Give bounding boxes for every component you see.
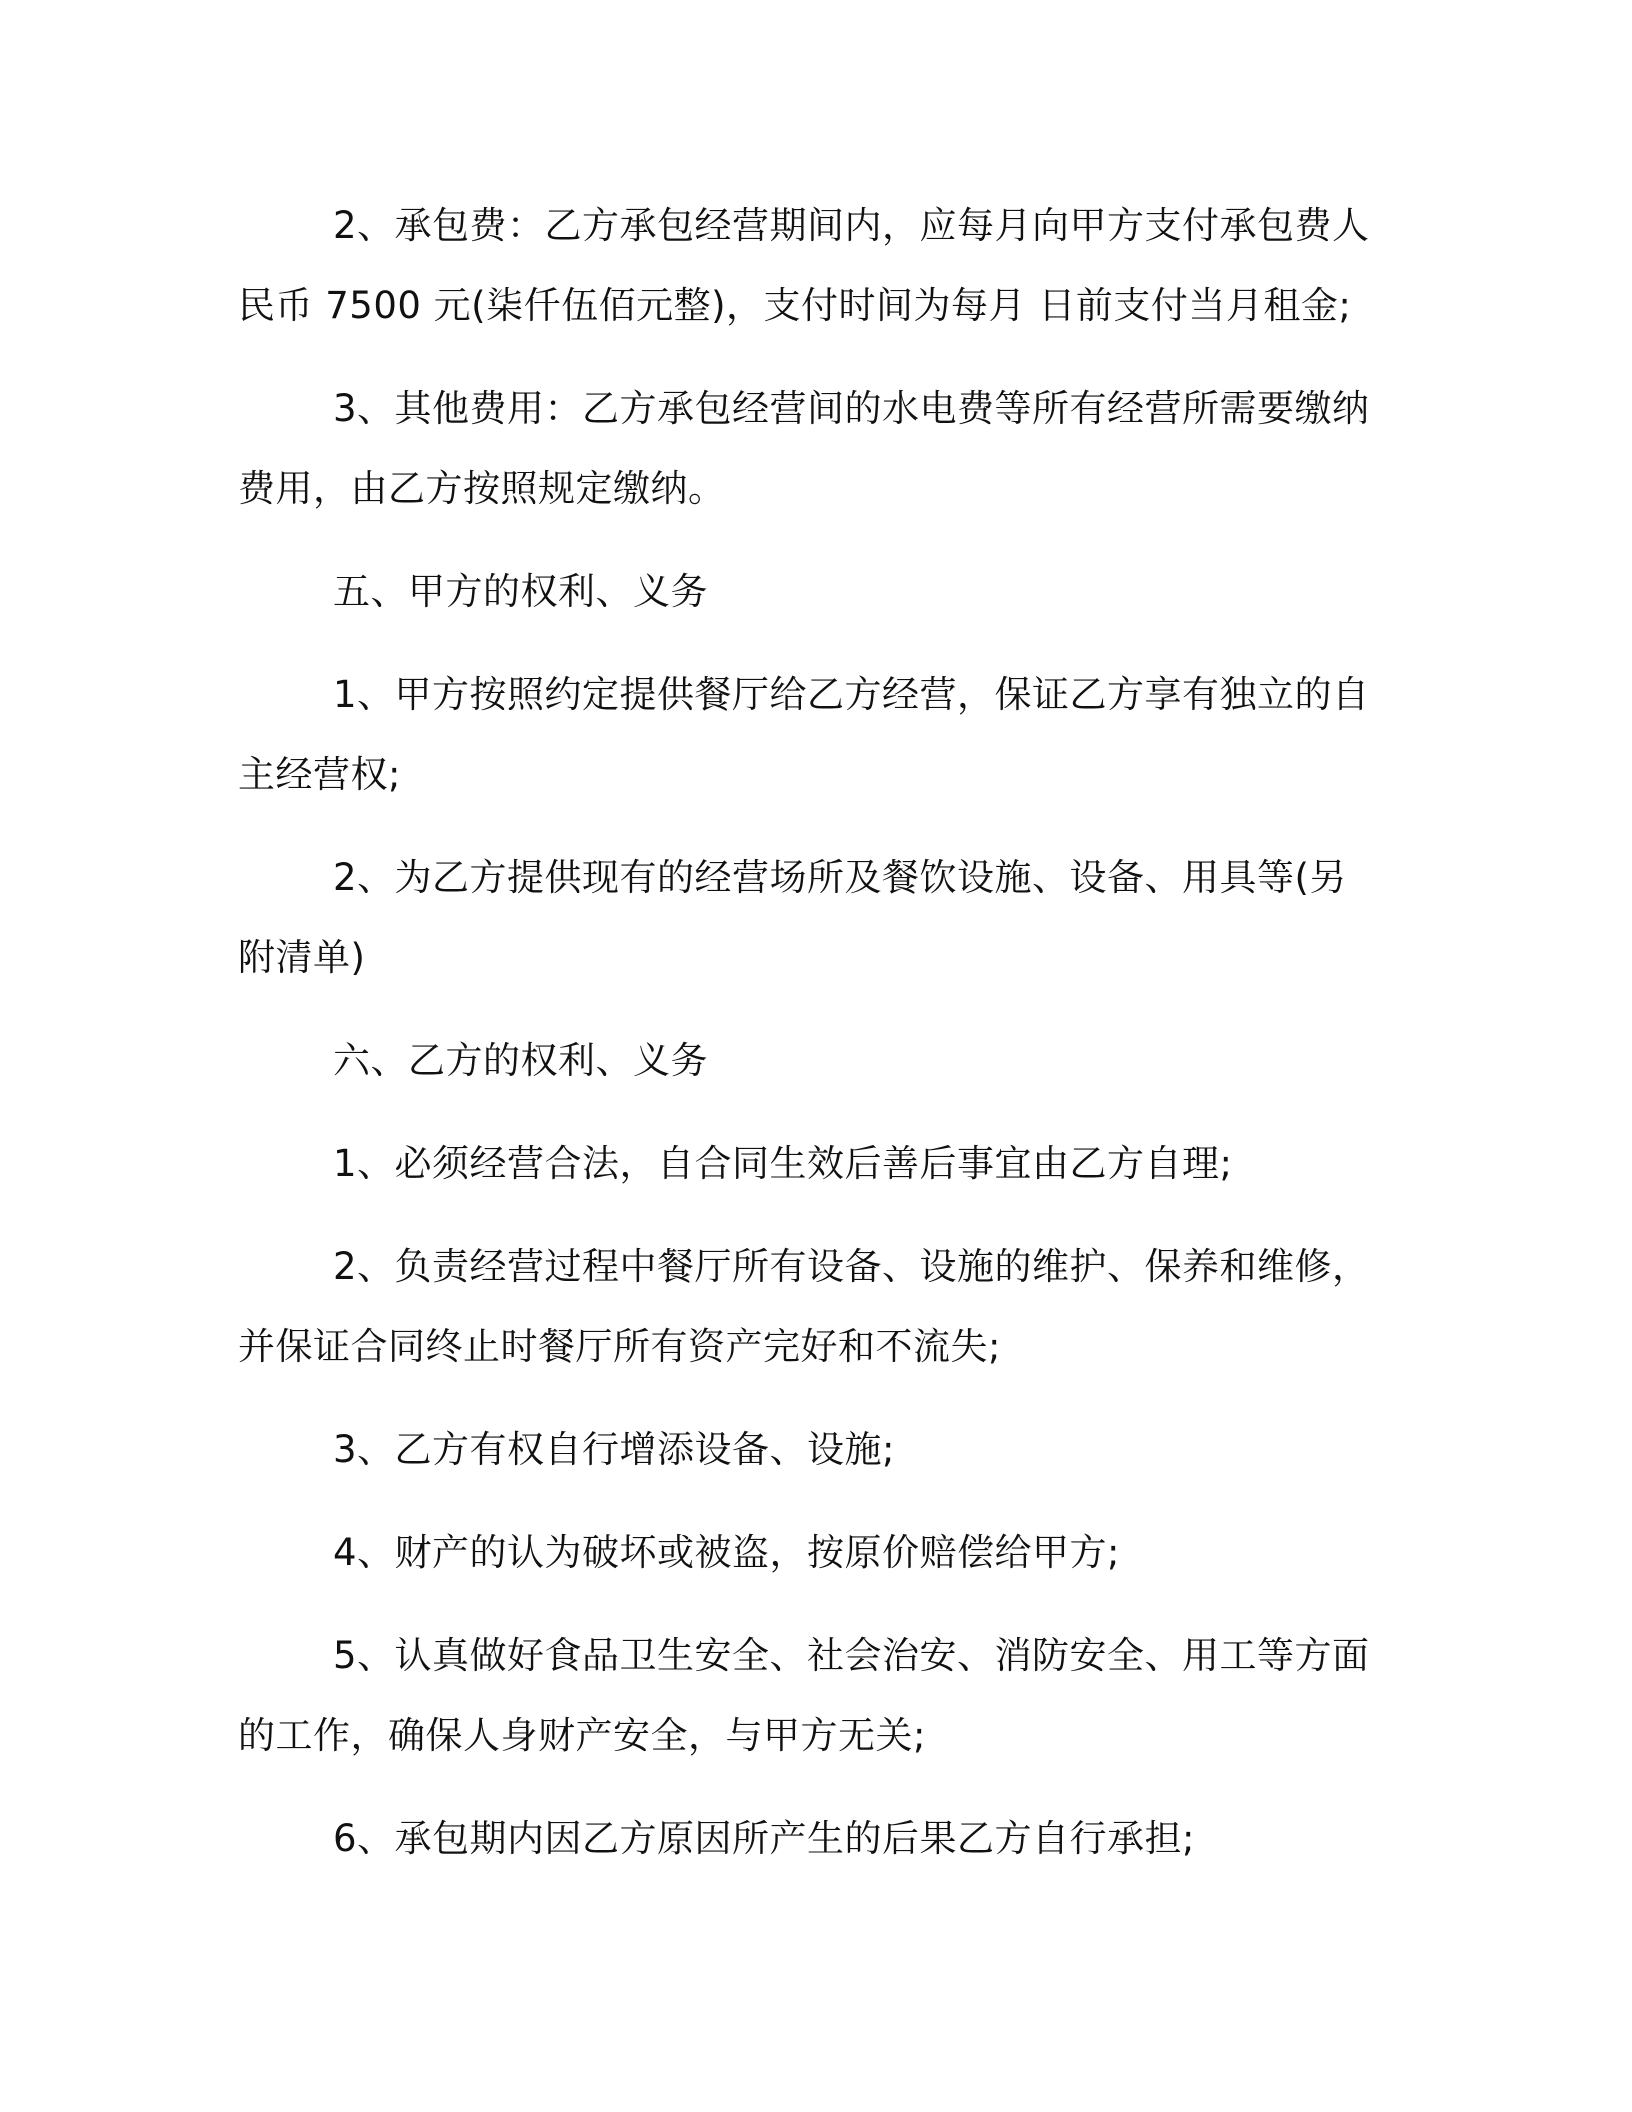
document-body	[238, 186, 1376, 1879]
section-heading-party-b: 六、乙方的权利、义务	[333, 1039, 708, 1082]
clause-party-b-6: 6、承包期内因乙方原因所产生的后果乙方自行承担;	[333, 1817, 1196, 1860]
clause-party-b-1: 1、必须经营合法，自合同生效后善后事宜由乙方自理;	[333, 1142, 1233, 1185]
clause-party-a-1: 1、甲方按照约定提供餐厅给乙方经营，保证乙方享有独立的自主经营权;	[238, 673, 1370, 796]
clause-party-b-3: 3、乙方有权自行增添设备、设施;	[333, 1428, 896, 1471]
clause-party-b-5: 5、认真做好食品卫生安全、社会治安、消防安全、用工等方面的工作，确保人身财产安全，与甲方无关;	[238, 1634, 1370, 1757]
clause-contract-fee: 2、承包费：乙方承包经营期间内，应每月向甲方支付承包费人民币 7500 元(柒仟伍佰元整)，支付时间为每月 日前支付当月租金;	[238, 204, 1370, 327]
clause-other-fees: 3、其他费用：乙方承包经营间的水电费等所有经营所需要缴纳费用，由乙方按照规定缴纳。	[238, 387, 1370, 510]
section-heading-party-a: 五、甲方的权利、义务	[333, 570, 708, 613]
clause-party-b-2: 2、负责经营过程中餐厅所有设备、设施的维护、保养和维修，并保证合同终止时餐厅所有资产完好和不流失;	[238, 1245, 1370, 1368]
clause-party-a-2: 2、为乙方提供现有的经营场所及餐饮设施、设备、用具等(另附清单)	[238, 856, 1347, 979]
clause-party-b-4: 4、财产的认为破坏或被盗，按原价赔偿给甲方;	[333, 1531, 1121, 1574]
